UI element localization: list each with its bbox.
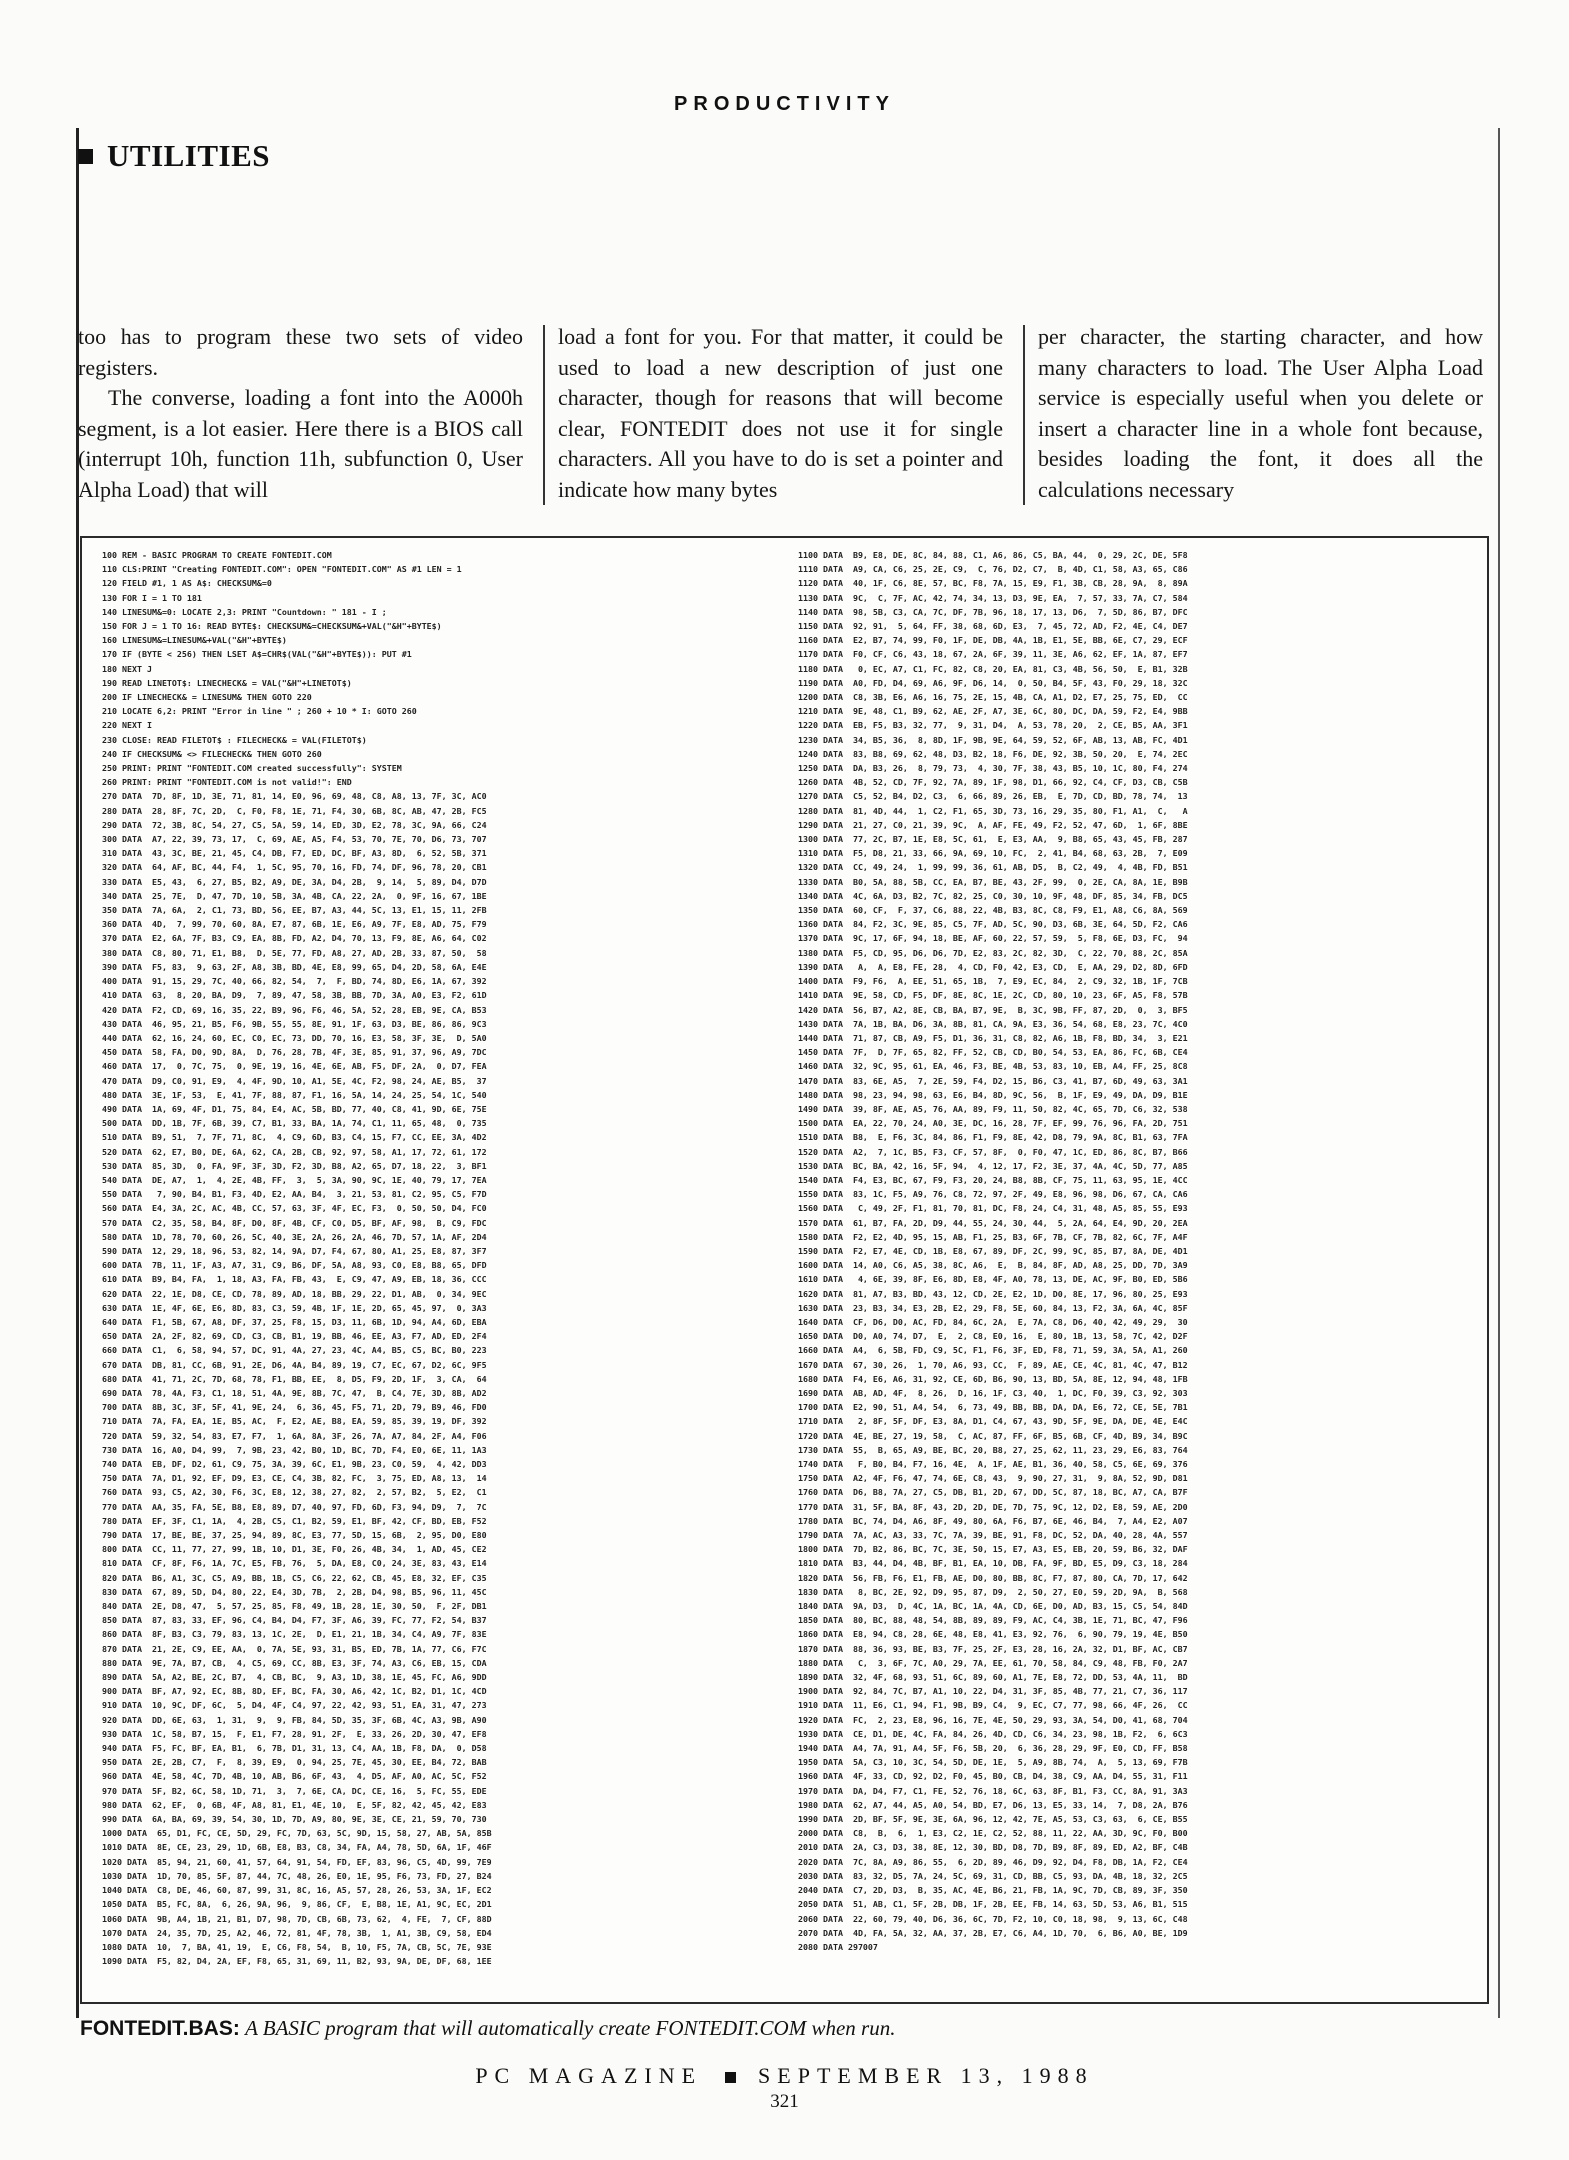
paragraph: per character, the starting character, and how many characters to load. The User Alpha Load service is especially useful when you delete or insert a character line in a whole font because, besides loading the font, it does all the calculations necessary	[1038, 324, 1483, 502]
issue-date: SEPTEMBER 13, 1988	[758, 2063, 1094, 2088]
section-label: PRODUCTIVITY	[674, 93, 895, 115]
code-listing	[80, 536, 1489, 2004]
column-divider	[543, 325, 545, 505]
bullet-square-icon	[78, 149, 93, 164]
listing-column-2: 1100 DATA B9, E8, DE, 8C, 84, 88, C1, A6, 86, C5, BA, 44, 0, 29, 2C, DE, 5F8 1110 DATA A9, CA, C6, 25, 2E, C9, C, 76, D2, C7, B, 4D, C1, 58, A3, 65, C86 1120 DATA 40, 1F, C6, 8E, 57, BC, F8, 7A, 15, E9, F1, 3B, CB, 28, 9A, 8, 89A 1130 DATA 9C, C, 7F, AC, 42, 74, 34, 13, D3, 9E, EA, 7, 57, 33, 7A, C7, 584 1140 DATA 98, 5B, C3, CA, 7C, DF, 7B, 96, 18, 17, 13, D6, 7, 5D, 86, B7, DFC 1150 DATA 92, 91, 5, 64, FF, 38, 68, 6D, E3, 7, 45, 72, AD, F2, 4E, C4, DE7 1160 DATA E2, B7, 74, 99, F0, 1F, DE, DB, 4A, 1B, E1, 5E, BB, 6E, C7, 29, ECF 1170 DATA F0, CF, C6, 43, 18, 67, 2A, 6F, 39, 11, 3E, A6, 62, EF, 1A, 87, EF7 1180 DATA 0, EC, A7, C1, FC, 82, C8, 20, EA, 81, C3, 4B, 56, 50, E, B1, 32B 1190 DATA A0, FD, D4, 69, A6, 9F, D6, 14, 0, 50, B4, 5F, 43, F0, 29, 18, 32C 1200 DATA C8, 3B, E6, A6, 16, 75, 2E, 15, 4B, CA, A1, D2, E7, 25, 75, ED, CC 1210 DATA 9E, 48, C1, B9, 62, AE, 2F, A7, 3E, 6C, 80, DC, DA, 59, F2, E4, 9BB 1220 DATA EB, F5, B3, 32, 77, 9, 31, D4, A, 53, 78, 20, 2, CE, B5, AA, 3F1 1230 DATA 34, B5, 36, 8, 8D, 1F, 9B, 9E, 64, 59, 52, 6F, AB, 13, AB, FC, 4D1 1240 DATA 83, B8, 69, 62, 48, D3, B2, 18, F6, DE, 92, 3B, 50, 20, E, 74, 2EC 1250 DATA DA, B3, 26, 8, 79, 73, 4, 30, 7F, 38, 43, B5, 10, 1C, 80, F4, 274 1260 DATA 4B, 52, CD, 7F, 92, 7A, 89, 1F, 98, D1, 66, 92, C4, CF, D3, CB, C5B 1270 DATA C5, 52, B4, D2, C3, 6, 66, 89, 26, EB, E, 7D, CD, BD, 78, 74, 13 1280 DATA 81, 4D, 44, 1, C2, F1, 65, 3D, 73, 16, 29, 35, 80, F1, A1, C, A 1290 DATA 21, 27, C0, 21, 39, 9C, A, AF, FE, 49, F2, 52, 47, 6D, 1, 6F, 8BE 1300 DATA 77, 2C, B7, 1E, E8, 5C, 61, E, E3, AA, 9, B8, 65, 43, 45, FB, 287 1310 DATA F5, D8, 21, 33, 66, 9A, 69, 10, FC, 2, 41, B4, 68, 63, 2B, 7, E09 1320 DATA CC, 49, 24, 1, 99, 99, 36, 61, AB, D5, B, C2, 49, 4, 4B, FD, B51 1330 DATA B0, 5A, 88, 5B, CC, EA, B7, BE, 43, 2F, 99, 0, 2E, CA, 8A, 1E, B9B 1340 DATA 4C, 6A, D3, B2, 7C, 82, 25, C0, 30, 10, 9F, 48, DF, 85, 34, FB, DC5 1350 DATA 60, CF, F, 37, C6, 88, 22, 4B, B3, 8C, C8, F9, E1, A8, C6, 8A, 569 1360 DATA 84, F2, 3C, 9E, 85, C5, 7F, AD, 5C, 90, D3, 6B, 3E, 64, 5D, F2, CA6 1370 DATA 9C, 17, 6F, 94, 18, BE, AF, 60, 22, 57, 59, 5, F8, 6E, D3, FC, 94 1380 DATA F5, CD, 95, D6, D6, 7D, E2, 83, 2C, 82, 3D, C, 22, 70, 88, 2C, 85A 1390 DATA A, A, E8, FE, 28, 4, CD, F0, 42, E3, CD, E, AA, 29, D2, 8D, 6FD 1400 DATA F9, F6, A, EE, 51, 65, 1B, 7, E9, EC, 84, 2, C9, 32, 1B, 1F, 7CB 1410 DATA 9E, 58, CD, F5, DF, 8E, 8C, 1E, 2C, CD, 80, 10, 23, 6F, A5, F8, 57B 1420 DATA 56, B7, A2, 8E, CB, BA, B7, 9E, B, 3C, 9B, FF, 87, 2D, 0, 3, BF5 1430 DATA 7A, 1B, BA, D6, 3A, 8B, 81, CA, 9A, E3, 36, 54, 68, E8, 23, 7C, 4C0 1440 DATA 71, 87, CB, A9, F5, D1, 36, 31, C8, 82, A6, 1B, F8, BD, 34, 3, E21 1450 DATA 7F, D, 7F, 65, 82, FF, 52, CB, CD, B0, 54, 53, EA, 86, FC, 6B, CE4 1460 DATA 32, 9C, 95, 61, EA, 46, F3, BE, 4B, 53, 83, 10, EB, A4, FF, 25, 8C8 1470 DATA 83, 6E, A5, 7, 2E, 59, F4, D2, 15, B6, C3, 41, B7, 6D, 49, 63, 3A1 1480 DATA 98, 23, 94, 98, 63, E6, B4, 8D, 9C, 56, B, 1F, E9, 49, DA, D9, B1E 1490 DATA 39, 8F, AE, A5, 76, AA, 89, F9, 11, 50, 82, 4C, 65, 7D, C6, 32, 538 1500 DATA EA, 22, 70, 24, A0, 3E, DC, 16, 28, 7F, EF, 99, 76, 96, FA, 2D, 751 1510 DATA B8, E, F6, 3C, 84, 86, F1, F9, 8E, 42, D8, 79, 9A, 8C, B1, 63, 7FA 1520 DATA A2, 7, 1C, B5, F3, CF, 57, 8F, 0, F0, 47, 1C, ED, 86, 8C, B7, B66 1530 DATA BC, BA, 42, 16, 5F, 94, 4, 12, 17, F2, 3E, 37, 4A, 4C, 5D, 77, A85 1540 DATA F4, E3, BC, 67, F9, F3, 20, 24, B8, 8B, CF, 75, 11, 63, 95, 1E, 4CC 1550 DATA 83, 1C, F5, A9, 76, C8, 72, 97, 2F, 49, E8, 96, 98, D6, 67, CA, CA6 1560 DATA C, 49, 2F, F1, 81, 70, 81, DC, F8, 24, C4, 31, 48, A5, 85, 55, E93 1570 DATA 61, B7, FA, 2D, D9, 44, 55, 24, 30, 44, 5, 2A, 64, E4, 9D, 20, 2EA 1580 DATA F2, E2, 4D, 95, 15, AB, F1, 25, B3, 6F, 7B, CF, 7B, 82, 6C, 7F, A4F 1590 DATA F2, E7, 4E, CD, 1B, E8, 67, 89, DF, 2C, 99, 9C, 85, B7, 8A, DE, 4D1 1600 DATA 14, A0, C6, A5, 38, 8C, A6, E, B, 84, 8F, AD, A8, 25, DD, 7D, 3A9 1610 DATA 4, 6E, 39, 8F, E6, 8D, E8, 4F, A0, 78, 13, DE, AC, 9F, B0, ED, 5B6 1620 DATA 81, A7, B3, BD, 43, 12, CD, 2E, E2, 1D, D0, 8E, 17, 96, 80, 25, E93 1630 DATA 23, B3, 34, E3, 2B, E2, 29, F8, 5E, 60, 84, 13, F2, 3A, 6A, 4C, 85F 1640 DATA CF, D6, D0, AC, FD, 84, 6C, 2A, E, 7A, C8, D6, 40, 42, 49, 29, 30 1650 DATA D0, A0, 74, D7, E, 2, C8, E0, 16, E, 80, 1B, 13, 58, 7C, 42, D2F 1660 DATA A4, 6, 5B, FD, C9, 5C, F1, F6, 3F, ED, F8, 71, 59, 3A, 5A, A1, 260 1670 DATA 67, 30, 26, 1, 70, A6, 93, CC, F, 89, AE, CE, 4C, 81, 4C, 47, B12 1680 DATA F4, E6, A6, 31, 92, CE, 6D, B6, 90, 13, BD, 5A, 8E, 12, 94, 48, 1FB 1690 DATA AB, AD, 4F, 8, 26, D, 16, 1F, C3, 40, 1, DC, F0, 39, C3, 92, 303 1700 DATA E2, 90, 51, A4, 54, 6, 73, 49, BB, BB, DA, DA, E6, 72, CE, 5E, 7B1 1710 DATA 2, 8F, 5F, DF, E3, 8A, D1, C4, 67, 43, 9D, 5F, 9E, DA, DE, 4E, E4C 1720 DATA 4E, BE, 27, 19, 58, C, AC, 87, FF, 6F, B5, 6B, CF, 4D, B9, 34, B9C 1730 DATA 55, B, 65, A9, BE, BC, 20, B8, 27, 25, 62, 11, 23, 29, E6, 83, 764 1740 DATA F, B0, B4, F7, 16, 4E, A, 1F, AE, B1, 36, 40, 58, C5, 6E, 69, 376 1750 DATA A2, 4F, F6, 47, 74, 6E, C8, 43, 9, 90, 27, 31, 9, 8A, 52, 9D, D81 1760 DATA D6, B8, 7A, 27, C5, DB, B1, 2D, 67, DD, 5C, 87, 18, BC, A7, CA, B7F 1770 DATA 31, 5F, BA, 8F, 43, 2D, 2D, DE, 7D, 75, 9C, 12, D2, E8, 59, AE, 2D0 1780 DATA BC, 74, D4, A6, 8F, 49, 80, 6A, F6, B7, 6E, 46, B4, 7, A4, E2, A07 1790 DATA 7A, AC, A3, 33, 7C, 7A, 39, BE, 91, F8, DC, 52, DA, 40, 28, 4A, 557 1800 DATA 7D, B2, 86, BC, 7C, 3E, 50, 15, E7, A3, E5, EB, 20, 59, B6, 32, DAF 1810 DATA B3, 44, D4, 4B, BF, B1, EA, 10, DB, FA, 9F, BD, E5, D9, C3, 18, 284 1820 DATA 56, FB, F6, E1, FB, AE, D0, 80, BB, 8C, F7, 87, 80, CA, 7D, 17, 642 1830 DATA 8, BC, 2E, 92, D9, 95, 87, D9, 2, 50, 27, E0, 59, 2D, 9A, B, 568 1840 DATA 9A, D3, D, 4C, 1A, BC, 1A, 4A, CD, 6E, D0, AD, B3, 15, C5, 54, 84D 1850 DATA 80, BC, 88, 48, 54, 8B, 89, 89, F9, AC, C4, 3B, 1E, 71, BC, 47, F96 1860 DATA E8, 94, C8, 28, 6E, 48, E8, 41, E3, 92, 76, 6, 90, 79, 19, 4E, B50 1870 DATA 88, 36, 93, BE, B3, 7F, 25, 2F, E3, 28, 16, 2A, 32, D1, BF, AC, CB7 1880 DATA C, 3, 6F, 7C, A0, 29, 7A, EE, 61, 70, 58, 84, C9, 48, FB, F0, 2A7 1890 DATA 32, 4F, 68, 93, 51, 6C, 89, 60, A1, 7E, E8, 72, DD, 53, 4A, 11, BD 1900 DATA 92, 84, 7C, B7, A1, 10, 22, D4, 31, 3F, 85, 4B, 77, 21, C7, 36, 117 1910 DATA 11, E6, C1, 94, F1, 9B, B9, C4, 9, EC, C7, 77, 98, 66, 4F, 26, CC 1920 DATA FC, 2, 23, E8, 96, 16, 7E, 4E, 50, 29, 93, 3A, 54, D0, 41, 68, 704 1930 DATA CE, D1, DE, 4C, FA, 84, 26, 4D, CD, C6, 34, 23, 98, 1B, F2, 6, 6C3 1940 DATA A4, 7A, 91, A4, 5F, F6, 5B, 20, 6, 36, 28, 29, 9F, E0, CD, FF, B58 1950 DATA 5A, C3, 10, 3C, 54, 5D, DE, 1E, 5, A9, 8B, 74, A, 5, 13, 69, F7B 1960 DATA 4F, 33, CD, 92, D2, F0, 45, B0, CB, D4, 38, C9, AA, D4, 55, 31, F11 1970 DATA DA, D4, F7, C1, FE, 52, 76, 18, 6C, 63, 8F, B1, F3, CC, 8A, 91, 3A3 1980 DATA 62, A7, 44, A5, A0, 54, BD, E7, D6, 13, E5, 33, 14, 7, D8, 2A, B76 1990 DATA 2D, BF, 5F, 9E, 3E, 6A, 96, 12, 42, 7E, A5, 53, C3, 63, 6, CE, B55 2000 DATA C8, B, 6, 1, E3, C2, 1E, C2, 52, 88, 11, 22, AA, 3D, 9C, F0, B00 2010 DATA 2A, C3, D3, 38, 8E, 12, 30, BD, D8, 7D, B9, 8F, 89, ED, A2, BF, C4B 2020 DATA 7C, 8A, A9, 86, 55, 6, 2D, 89, 46, D9, 92, D4, F8, DB, 1A, F2, CE4 2030 DATA 83, 32, D5, 7A, 24, 5C, 69, 31, CD, BB, C5, 93, DA, 4B, 18, 32, 2C5 2040 DATA C7, 2D, D3, B, 35, AC, 4E, B6, 21, FB, 1A, 9C, 7D, CB, 89, 3F, 350 2050 DATA 51, AB, C1, 5F, 2B, DB, 1F, 2B, EE, FB, 14, 63, 5D, 53, A6, B1, 515 2060 DATA 22, 60, 79, 40, D6, 36, 6C, 7D, F2, 10, C0, 18, 98, 9, 13, 6C, C48 2070 DATA 4D, FA, 5A, 32, AA, 37, 2B, E7, C6, A4, 1D, 70, 6, B6, A0, BE, 1D9 2080 DATA 297007	[798, 550, 1188, 1952]
paragraph: The converse, loading a font into the A000h segment, is a lot easier. Here there is a BIOS call (interrupt 10h, function 11h, subfunction 0, User Alpha Load) that will	[78, 385, 523, 502]
caption-title: FONTEDIT.BAS:	[80, 2017, 240, 2040]
article-column-1	[78, 322, 523, 504]
right-margin-rule	[1498, 128, 1500, 2018]
article-column-3	[1038, 322, 1483, 504]
page-footer	[0, 2063, 1569, 2089]
listing-column-1: 100 REM - BASIC PROGRAM TO CREATE FONTEDIT.COM 110 CLS:PRINT "Creating FONTEDIT.COM": OPEN "FONTEDIT.COM" AS #1 LEN = 1 120 FIELD #1, 1 AS A$: CHECKSUM&=0 130 FOR I = 1 TO 181 140 LINESUM&=0: LOCATE 2,3: PRINT "Countdown: " 181 - I ; 150 FOR J = 1 TO 16: READ BYTE$: CHECKSUM&=CHECKSUM&+VAL("&H"+BYTE$) 160 LINESUM&=LINESUM&+VAL("&H"+BYTE$) 170 IF (BYTE < 256) THEN LSET A$=CHR$(VAL("&H"+BYTE$)): PUT #1 180 NEXT J 190 READ LINETOT$: LINECHECK& = VAL("&H"+LINETOT$) 200 IF LINECHECK& = LINESUM& THEN GOTO 220 210 LOCATE 6,2: PRINT "Error in line " ; 260 + 10 * I: GOTO 260 220 NEXT I 230 CLOSE: READ FILETOT$ : FILECHECK& = VAL(FILETOT$) 240 IF CHECKSUM& <> FILECHECK& THEN GOTO 260 250 PRINT: PRINT "FONTEDIT.COM created successfully": SYSTEM 260 PRINT: PRINT "FONTEDIT.COM is not valid!": END 270 DATA 7D, 8F, 1D, 3E, 71, 81, 14, E0, 96, 69, 48, C8, A8, 13, 7F, 3C, AC0 280 DATA 28, 8F, 7C, 2D, C, F0, F8, 1E, 71, F4, 30, 6B, 8C, AB, 47, 2B, FC5 290 DATA 72, 3B, 8C, 54, 27, C5, 5A, 59, 14, ED, 3D, E2, 78, 3C, 9A, 66, C24 300 DATA A7, 22, 39, 73, 17, C, 69, AE, A5, F4, 53, 70, 7E, 70, D6, 73, 707 310 DATA 43, 3C, BE, 21, 45, C4, DB, F7, ED, DC, BF, A3, 8D, 6, 52, 5B, 371 320 DATA 64, AF, BC, 44, F4, 1, 5C, 95, 70, 16, FD, 74, DF, 96, 78, 20, CB1 330 DATA E5, 43, 6, 27, B5, B2, A9, DE, 3A, D4, 2B, 9, 14, 5, 89, D4, D7D 340 DATA 25, 7E, D, 47, 7D, 10, 5B, 3A, 4B, CA, 22, 2A, 0, 9F, 16, 67, 1BE 350 DATA 7A, 6A, 2, C1, 73, BD, 56, EE, B7, A3, 44, 5C, 13, E1, 15, 11, 2FB 360 DATA 4D, 7, 99, 70, 60, 8A, E7, 87, 6B, 1E, E6, A9, 7F, E8, AD, 75, F79 370 DATA E2, 6A, 7F, B3, C9, EA, 8B, FD, A2, D4, 70, 13, F9, 8E, A6, 64, C02 380 DATA C8, 80, 71, E1, B8, D, 5E, 77, FD, A8, 27, AD, 2B, 33, 87, 50, 58 390 DATA F5, 83, 9, 63, 2F, A8, 3B, BD, 4E, E8, 99, 65, D4, 2D, 58, 6A, E4E 400 DATA 91, 15, 29, 7C, 40, 66, 82, 54, 7, F, BD, 74, 8D, E6, 1A, 67, 392 410 DATA 63, 8, 20, BA, D9, 7, 89, 47, 58, 3B, BB, 7D, 3A, A0, E3, F2, 61D 420 DATA F2, CD, 69, 16, 35, 22, B9, 96, F6, 46, 5A, 52, 28, EB, 9E, CA, B53 430 DATA 46, 95, 21, B5, F6, 9B, 55, 55, 8E, 91, 1F, 63, D3, BE, 86, 86, 9C3 440 DATA 62, 16, 24, 60, EC, C0, EC, 73, DD, 70, 16, E3, 58, 3F, 3E, D, 5A0 450 DATA 58, FA, D0, 9D, 8A, D, 76, 28, 7B, 4F, 3E, 85, 91, 37, 96, A9, 7DC 460 DATA 17, 0, 7C, 75, 0, 9E, 19, 16, 4E, 6E, AB, F5, DF, 2A, 0, D7, FEA 470 DATA D9, C0, 91, E9, 4, 4F, 9D, 10, A1, 5E, 4C, F2, 98, 24, AE, B5, 37 480 DATA 3E, 1F, 53, E, 41, 7F, 88, 87, F1, 16, 5A, 14, 24, 25, 54, 1C, 540 490 DATA 1A, 69, 4F, D1, 75, 84, E4, AC, 5B, BD, 77, 40, C8, 41, 9D, 6E, 75E 500 DATA DD, 1B, 7F, 6B, 39, C7, B1, 33, BA, 1A, 74, C1, 11, 65, 48, 0, 735 510 DATA B9, 51, 7, 7F, 71, 8C, 4, C9, 6D, B3, C4, 15, F7, CC, EE, 3A, 4D2 520 DATA 62, E7, B0, DE, 6A, 62, CA, 2B, CB, 92, 97, 58, A1, 17, 72, 61, 172 530 DATA 85, 3D, 0, FA, 9F, 3F, 3D, F2, 3D, B8, A2, 65, D7, 18, 22, 3, BF1 540 DATA DE, A7, 1, 4, 2E, 4B, FF, 3, 5, 3A, 90, 9C, 1E, 40, 79, 17, 7EA 550 DATA 7, 90, B4, B1, F3, 4D, E2, AA, B4, 3, 21, 53, 81, C2, 95, C5, F7D 560 DATA E4, 3A, 2C, AC, 4B, CC, 57, 63, 3F, 4F, EC, F3, 0, 50, 50, D4, FC0 570 DATA C2, 35, 58, B4, 8F, D0, 8F, 4B, CF, C0, D5, BF, AF, 98, B, C9, FDC 580 DATA 1D, 78, 70, 60, 26, 5C, 40, 3E, 2A, 26, 2A, 46, 7D, 57, 1A, AF, 2D4 590 DATA 12, 29, 18, 96, 53, 82, 14, 9A, D7, F4, 67, 80, A1, 25, E8, 87, 3F7 600 DATA 7B, 11, 1F, A3, A7, 31, C9, B6, DF, 5A, A8, 93, C0, E8, B8, 65, DFD 610 DATA B9, B4, FA, 1, 18, A3, FA, FB, 43, E, C9, 47, A9, EB, 18, 36, CCC 620 DATA 22, 1E, D8, CE, CD, 78, 89, AD, 18, BB, 29, 22, D1, AB, 0, 34, 9EC 630 DATA 1E, 4F, 6E, E6, 8D, 83, C3, 59, 4B, 1F, 1E, 2D, 65, 45, 97, 0, 3A3 640 DATA F1, 5B, 67, A8, DF, 37, 25, F8, 15, D3, 11, 6B, 1D, 94, A4, 6D, EBA 650 DATA 2A, 2F, 82, 69, CD, C3, CB, B1, 19, BB, 46, EE, A3, F7, AD, ED, 2F4 660 DATA C1, 6, 58, 94, 57, DC, 91, 4A, 27, 23, 4C, A4, B5, C5, BC, B0, 223 670 DATA DB, 81, CC, 6B, 91, 2E, D6, 4A, B4, 89, 19, C7, EC, 67, D2, 6C, 9F5 680 DATA 41, 71, 2C, 7D, 68, 78, F1, BB, EE, 8, D5, F9, 2D, 1F, 3, CA, 64 690 DATA 78, 4A, F3, C1, 18, 51, 4A, 9E, 8B, 7C, 47, B, C4, 7E, 3D, 8B, AD2 700 DATA 8B, 3C, 3F, 5F, 41, 9E, 24, 6, 36, 45, F5, 71, 2D, 79, B9, 46, FD0 710 DATA 7A, FA, EA, 1E, B5, AC, F, E2, AE, B8, EA, 59, 85, 39, 19, DF, 392 720 DATA 59, 32, 54, 83, E7, F7, 1, 6A, 8A, 3F, 26, 7A, A7, 84, 2F, A4, F06 730 DATA 16, A0, D4, 99, 7, 9B, 23, 42, B0, 1D, BC, 7D, F4, E0, 6E, 11, 1A3 740 DATA EB, DF, D2, 61, C9, 75, 3A, 39, 6C, E1, 9B, 23, C0, 59, 4, 42, DD3 750 DATA 7A, D1, 92, EF, D9, E3, CE, C4, 3B, 82, FC, 3, 75, ED, A8, 13, 14 760 DATA 93, C5, A2, 30, F6, 3C, E8, 12, 38, 27, 82, 2, 57, B2, 5, E2, C1 770 DATA AA, 35, FA, 5E, B8, E8, 89, D7, 40, 97, FD, 6D, F3, 94, D9, 7, 7C 780 DATA EF, 3F, C1, 1A, 4, 2B, C5, C1, B2, 59, E1, BF, 42, CF, BD, EB, F52 790 DATA 17, BE, BE, 37, 25, 94, 89, 8C, E3, 77, 5D, 15, 6B, 2, 95, D0, E80 800 DATA CC, 11, 77, 27, 99, 1B, 10, D1, 3E, F0, 26, 4B, 34, 1, AD, 45, CE2 810 DATA CF, 8F, F6, 1A, 7C, E5, FB, 76, 5, DA, E8, C0, 24, 3E, 83, 43, E14 820 DATA B6, A1, 3C, C5, A9, BB, 1B, C5, C6, 22, 62, CB, 45, E8, 32, EF, C35 830 DATA 67, 89, 5D, D4, 80, 22, E4, 3D, 7B, 2, 2B, D4, 98, B5, 96, 11, 45C 840 DATA 2E, D8, 47, 5, 57, 25, 85, F8, 49, 1B, 28, 1E, 30, 50, F, 2F, DB1 850 DATA 87, 83, 33, EF, 96, C4, B4, D4, F7, 3F, A6, 39, FC, 77, F2, 54, B37 860 DATA 8F, B3, C3, 79, 83, 13, 1C, 2E, D, E1, 21, 1B, 34, C4, A9, 7F, 83E 870 DATA 21, 2E, C9, EE, AA, 0, 7A, 5E, 93, 31, B5, ED, 7B, 1A, 77, C6, F7C 880 DATA 9E, 7A, B7, CB, 4, C5, 69, CC, 8B, E3, 3F, 74, A3, C6, EB, 15, CDA 890 DATA 5A, A2, BE, 2C, B7, 4, CB, BC, 9, A3, 1D, 38, 1E, 45, FC, A6, 9DD 900 DATA BF, A7, 92, EC, 8B, 8D, EF, BC, FA, 30, A6, 42, 1C, B2, D1, 1C, 4CD 910 DATA 10, 9C, DF, 6C, 5, D4, 4F, C4, 97, 22, 42, 93, 51, EA, 31, 47, 273 920 DATA DD, 6E, 63, 1, 31, 9, 9, FB, 84, 5D, 35, 3F, 6B, 4C, A3, 9B, A90 930 DATA 1C, 58, B7, 15, F, E1, F7, 28, 91, 2F, E, 33, 26, 2D, 30, 47, EF8 940 DATA F5, FC, BF, EA, B1, 6, 7B, D1, 31, 13, C4, AA, 1B, F8, DA, 0, D58 950 DATA 2E, 2B, C7, F, 8, 39, E9, 0, 94, 25, 7E, 45, 30, EE, B4, 72, BAB 960 DATA 4E, 58, 4C, 7D, 4B, 10, AB, B6, 6F, 43, 4, D5, AF, A0, AC, 5C, F52 970 DATA 5F, B2, 6C, 58, 1D, 71, 3, 7, 6E, CA, DC, CE, 16, 5, FC, 55, EDE 980 DATA 62, EF, 0, 6B, 4F, A8, 81, E1, 4E, 10, E, 5F, 82, 42, 45, 42, E83 990 DATA 6A, BA, 69, 39, 54, 30, 1D, 7D, A9, 80, 9E, 3E, CE, 21, 59, 70, 730 1000 DATA 65, D1, FC, CE, 5D, 29, FC, 7D, 63, 5C, 9D, 15, 58, 27, AB, 5A, 85B 1010 DATA 8E, CE, 23, 29, 1D, 6B, E8, B3, C8, 34, FA, A4, 78, 5D, 6A, 1F, 46F 1020 DATA 85, 94, 21, 60, 41, 57, 64, 91, 54, FD, EF, 83, 96, C5, 4D, 99, 7E9 1030 DATA 1D, 70, 85, 5F, 87, 44, 7C, 48, 26, E0, 1E, 95, F6, 73, FD, 27, B24 1040 DATA C8, DE, 46, 60, 87, 99, 31, 8C, 16, A5, 57, 28, 26, 53, 3A, 1F, EC2 1050 DATA B5, FC, 8A, 6, 26, 9A, 96, 9, 86, CF, E, B8, 1E, A1, 9C, EC, 2D1 1060 DATA 9B, A4, 1B, 21, B1, D7, 98, 7D, CB, 6B, 73, 62, 4, FE, 7, CF, 88D 1070 DATA 24, 35, 7D, 25, A2, 46, 72, 81, 4F, 78, 3B, 1, A1, 3B, C9, 58, ED4 1080 DATA 10, 7, BA, 41, 19, E, C6, F8, 54, B, 10, F5, 7A, CB, 5C, 7E, 93E 1090 DATA F5, 82, D4, 2A, EF, F8, 65, 31, 69, 11, B2, 93, 9A, DE, DF, 68, 1EE	[102, 550, 492, 1967]
department-heading	[78, 138, 270, 174]
paragraph: load a font for you. For that matter, it could be used to load a new description of just one character, though for reasons that will become clear, FONTEDIT does not use it for single characters. All you have to do is set a pointer and indicate how many bytes	[558, 324, 1003, 502]
figure-caption	[80, 2016, 895, 2041]
footer-separator-icon	[725, 2072, 736, 2083]
department-title: UTILITIES	[107, 138, 271, 173]
page-number: 321	[770, 2091, 799, 2112]
column-divider	[1023, 325, 1025, 505]
magazine-name: PC MAGAZINE	[475, 2063, 703, 2088]
caption-text: A BASIC program that will automatically create FONTEDIT.COM when run.	[245, 2016, 896, 2040]
article-column-2	[558, 322, 1003, 504]
article-body	[78, 322, 1483, 504]
paragraph: too has to program these two sets of video registers.	[78, 324, 523, 380]
